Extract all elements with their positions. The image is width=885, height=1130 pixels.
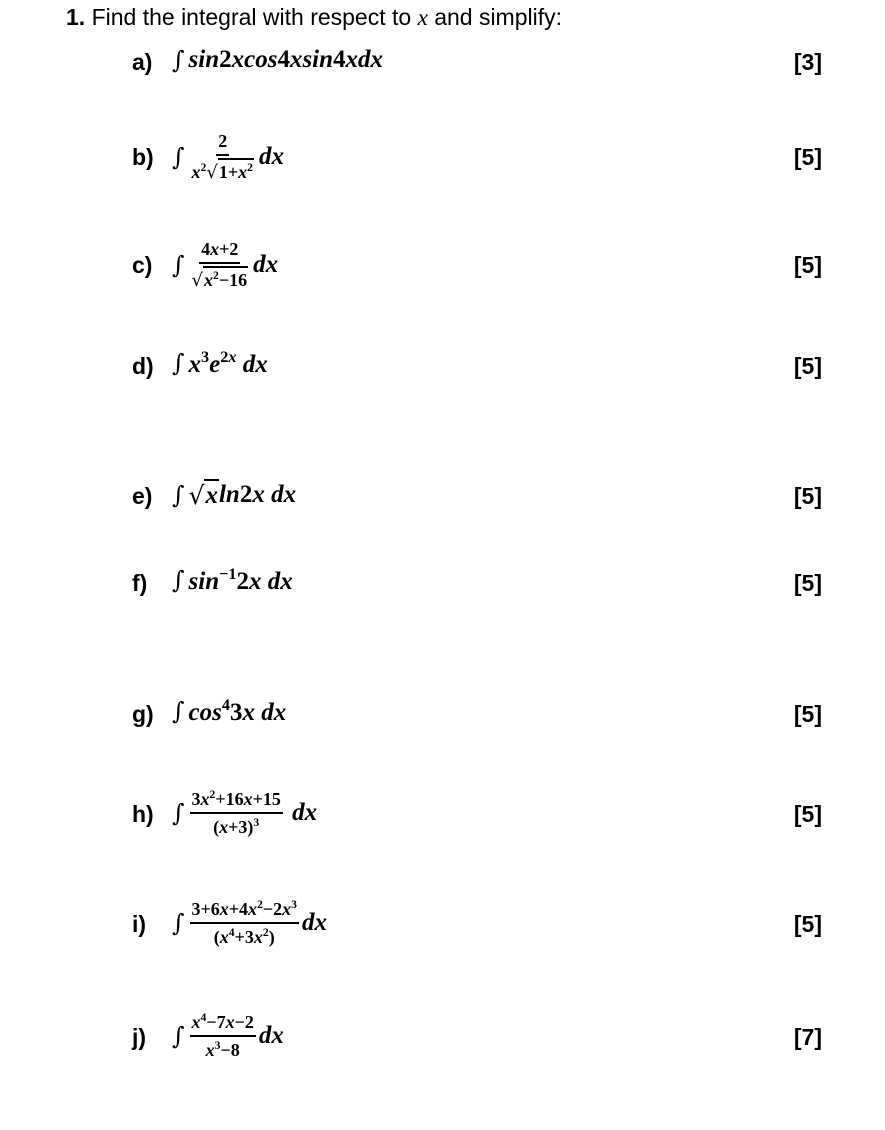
heading-variable: x — [417, 5, 428, 30]
question-marks: [5] — [793, 570, 822, 596]
question-label: j) — [132, 1024, 147, 1050]
question-label: c) — [132, 252, 153, 278]
question-expression: ∫ $\frac{3+6x+4x^2-2x^3}{(x^4+3x^2)}$ dx — [172, 898, 327, 948]
question-marks: [5] — [793, 483, 822, 509]
question-expression: ∫ sin2xcos4xsin4xdx — [172, 46, 384, 74]
question-label: h) — [132, 801, 154, 827]
question-expression: ∫ √ x ln2x dx — [172, 480, 297, 510]
question-expression: ∫ 2 $x^2$ √ $1+x^2$ dx — [172, 131, 284, 184]
question-label: d) — [132, 353, 154, 379]
question-marks: [5] — [793, 701, 822, 727]
question-marks: [7] — [793, 1024, 822, 1050]
question-expression: ∫ $\cos^43x$ dx — [172, 696, 287, 726]
question-label: f) — [132, 570, 148, 596]
question-heading — [66, 4, 562, 31]
heading-text-before: Find the integral with respect to — [91, 4, 412, 30]
question-marks: [5] — [793, 911, 822, 937]
question-expression: ∫ $\sin^{-1}2x$ dx — [172, 565, 293, 595]
question-marks: [5] — [793, 801, 822, 827]
question-label: a) — [132, 49, 153, 75]
question-marks: [5] — [793, 252, 822, 278]
question-expression: ∫ 4x+2 √ $x^2-16$ dx — [172, 239, 279, 292]
question-marks: [5] — [793, 144, 822, 170]
question-label: b) — [132, 144, 154, 170]
question-number: 1. — [66, 4, 86, 30]
question-expression: ∫ $x^3e^{2x}$ dx — [172, 348, 268, 378]
question-label: e) — [132, 483, 153, 509]
question-marks: [5] — [793, 353, 822, 379]
question-label: g) — [132, 701, 154, 727]
heading-text-after: and simplify: — [434, 4, 563, 30]
question-expression: ∫ $\frac{3x^2+16x+15}{(x+3)^3}$ dx — [172, 788, 318, 838]
question-label: i) — [132, 911, 147, 937]
question-marks: [3] — [793, 49, 822, 75]
question-expression: ∫ $\frac{x^4-7x-2}{x^3-8}$ dx — [172, 1011, 284, 1061]
